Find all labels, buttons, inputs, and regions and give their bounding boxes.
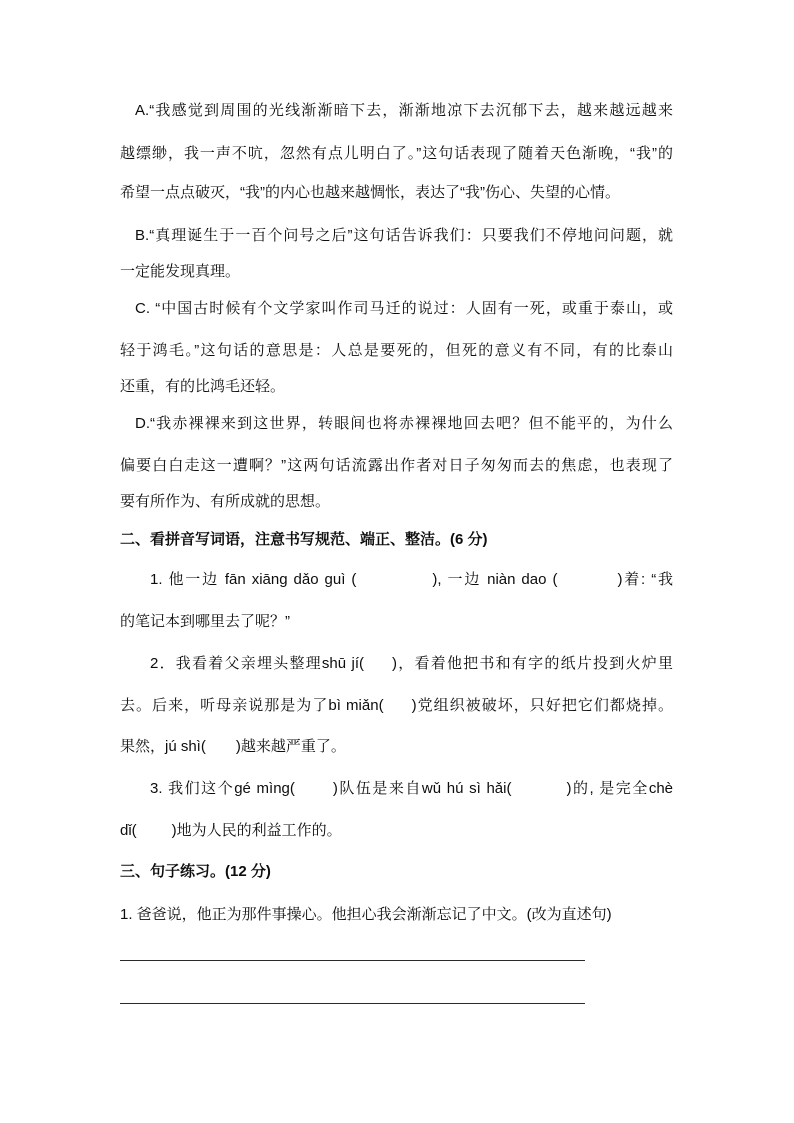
- choice-label: D.: [135, 415, 150, 432]
- answer-blank: [557, 580, 617, 581]
- item-2-line-2: [120, 696, 673, 716]
- choice-label: B.: [135, 227, 150, 244]
- choice-label: C.: [135, 300, 156, 317]
- question-text: )党组织被破坏，只好把它们都烧掉。: [411, 697, 674, 714]
- question-text: )，看着他把书和有字的纸片投到火炉里: [392, 655, 673, 672]
- answer-blank: [295, 789, 333, 790]
- item-2-line-3: [120, 737, 346, 757]
- question-text: )的, 是完全chè: [566, 780, 674, 797]
- answer-blank: [364, 664, 392, 665]
- choice-text: “真理诞生于一百个问号之后”这句话告诉我们：只要我们不停地问问题，就: [149, 227, 673, 244]
- question-text: ), 一边 niàn dao (: [432, 571, 558, 588]
- choice-text: “中国古时候有个文学家叫作司马迁的说过：人固有一死，或重于泰山，或: [155, 300, 674, 317]
- question-text: 3. 我们这个gé mìng(: [150, 780, 295, 797]
- answer-line: [120, 960, 585, 961]
- question-text: 果然，jú shì(: [120, 738, 206, 755]
- choice-d-line-3: 要有所作为、有所成就的思想。: [120, 493, 331, 510]
- question-text: 2．我看着父亲埋头整理shū jí(: [150, 655, 365, 672]
- choice-d-line-1: [135, 414, 673, 434]
- choice-b-line-1: [135, 226, 673, 246]
- section-2-heading: 二、看拼音写词语，注意书写规范、端正、整洁。(6 分): [120, 531, 488, 548]
- choice-c-line-3: 还重，有的比鸿毛还轻。: [120, 378, 286, 395]
- question-text: )地为人民的利益工作的。: [171, 822, 342, 839]
- answer-blank: [384, 706, 412, 707]
- choice-a-line-1: [135, 101, 673, 121]
- answer-blank: [206, 747, 236, 748]
- choice-b-line-2: 一定能发现真理。: [120, 263, 241, 280]
- choice-a-line-3: 希望一点点破灭，“我”的内心也越来越惆怅，表达了“我”伤心、失望的心情。: [120, 184, 620, 201]
- section-3-item-1-prompt: 1. 爸爸说，他正为那件事操心。他担心我会渐渐忘记了中文。(改为直述句): [120, 906, 612, 923]
- choice-label: A.: [135, 102, 150, 119]
- choice-d-line-2: 偏要白白走这一遭啊？”这两句话流露出作者对日子匆匆而去的焦虑，也表现了: [120, 457, 673, 474]
- item-3-line-2: [120, 821, 342, 841]
- question-text: dǐ(: [120, 822, 137, 839]
- question-text: 的笔记本到哪里去了呢？”: [120, 613, 290, 630]
- question-text: )越来越严重了。: [235, 738, 346, 755]
- question-text: 去。后来，听母亲说那是为了bì miǎn(: [120, 697, 384, 714]
- question-text: )着: “我: [617, 571, 673, 588]
- item-2-line-1: [150, 654, 673, 674]
- item-1-line-1: [150, 570, 673, 590]
- answer-blank: [137, 831, 172, 832]
- answer-blank: [356, 580, 432, 581]
- question-text: )队伍是来自wǔ hú sì hǎi(: [332, 780, 512, 797]
- choice-text: “我赤裸裸来到这世界，转眼间也将赤裸裸地回去吧？但不能平的，为什么: [150, 415, 673, 432]
- item-3-line-1: [150, 779, 673, 799]
- section-3-heading: 三、句子练习。(12 分): [120, 863, 271, 880]
- item-1-line-2: [120, 612, 290, 632]
- answer-line: [120, 1003, 585, 1004]
- choice-c-line-2: 轻于鸿毛。”这句话的意思是：人总是要死的，但死的意义有不同，有的比泰山: [120, 342, 673, 359]
- choice-a-line-2: 越缥缈，我一声不吭，忽然有点儿明白了。”这句话表现了随着天色渐晚，“我”的: [120, 145, 673, 162]
- choice-text: “我感觉到周围的光线渐渐暗下去，渐渐地凉下去沉郁下去，越来越远越来: [149, 102, 673, 119]
- answer-blank: [511, 789, 566, 790]
- question-text: 1. 他一边 fān xiāng dǎo guì (: [150, 571, 357, 588]
- choice-c-line-1: [135, 299, 673, 319]
